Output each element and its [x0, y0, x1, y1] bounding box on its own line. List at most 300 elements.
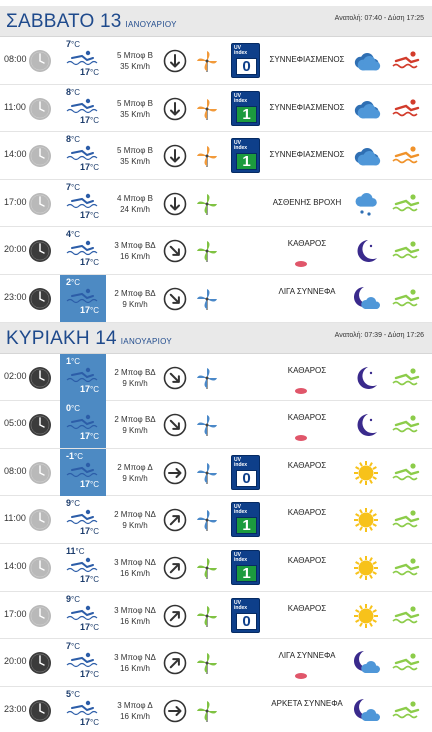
wind-force: 2 Μποφ Δ — [117, 462, 153, 472]
day-month: ΙΑΝΟΥΑΡΙΟΥ — [120, 336, 173, 346]
wind-info — [110, 700, 160, 722]
weather-condition: ΚΑΘΑΡΟΣ — [287, 556, 327, 565]
uv-index-value: 1 — [236, 517, 257, 534]
swim-wave-icon — [66, 413, 100, 431]
air-temperature-unit: °C — [71, 404, 80, 414]
air-temperature-unit: °C — [74, 451, 83, 461]
clock-icon — [28, 366, 52, 390]
time-label: 23:00 — [4, 292, 27, 302]
temperature-cell — [60, 592, 106, 639]
sea-temperature-unit: °C — [90, 622, 99, 632]
sea-temperature-value: 17 — [80, 621, 91, 632]
cloudy-icon — [350, 47, 382, 75]
uv-index-badge — [231, 502, 260, 537]
sea-temperature — [80, 526, 99, 536]
temperature-cell — [60, 687, 106, 732]
small-cloud-icon — [294, 254, 308, 261]
air-temperature-unit: °C — [71, 87, 80, 97]
uv-index-badge — [231, 455, 260, 490]
sea-temperature-unit: °C — [90, 527, 99, 537]
sea-temperature — [80, 115, 99, 125]
sea-temperature — [80, 479, 99, 489]
forecast-row[interactable] — [0, 449, 432, 497]
sea-temperature-value: 17 — [80, 305, 91, 315]
wind-force: 2 Μποφ ΒΔ — [114, 367, 156, 377]
forecast-row[interactable] — [0, 85, 432, 133]
wind-speed: 16 Km/h — [120, 711, 150, 721]
air-temperature — [66, 641, 80, 651]
air-temperature-unit: °C — [71, 230, 80, 240]
sea-temperature-unit: °C — [90, 479, 99, 489]
sea-temperature-unit: °C — [90, 575, 99, 584]
air-temperature-unit: °C — [71, 642, 80, 652]
forecast-row[interactable] — [0, 275, 432, 323]
uv-index-badge — [231, 91, 260, 126]
uv-label: UV index — [234, 552, 248, 563]
temperature-cell — [60, 37, 106, 84]
weather-condition: ΣΥΝΝΕΦΙΑΣΜΕΝΟΣ — [269, 102, 345, 112]
forecast-row[interactable] — [0, 544, 432, 592]
sea-temperature — [80, 431, 99, 441]
clock-icon — [28, 239, 52, 263]
wind-info — [110, 240, 160, 262]
air-temperature — [66, 277, 80, 287]
sea-temperature — [80, 305, 99, 315]
wind-direction-arrow-icon — [163, 604, 187, 628]
moon-cloud-icon — [350, 285, 382, 313]
weather-condition: ΚΑΘΑΡΟΣ — [287, 460, 327, 470]
temperature-cell — [60, 85, 106, 132]
time-label: 11:00 — [4, 513, 26, 524]
sea-temperature — [80, 622, 99, 632]
wind-pinwheel-icon — [195, 699, 219, 723]
air-temperature-value: 9 — [66, 498, 72, 509]
wind-direction-arrow-icon — [163, 49, 187, 73]
swim-wave-icon — [66, 461, 100, 479]
swim-wave-icon — [66, 239, 100, 257]
sunrise-sunset: Ανατολή: 07:40 - Δύση 17:25 — [334, 15, 424, 22]
wind-pinwheel-icon — [195, 192, 219, 216]
wind-info — [110, 462, 160, 484]
clock-icon — [28, 699, 52, 723]
air-temperature-value: 7 — [66, 641, 72, 652]
forecast-row[interactable] — [0, 639, 432, 687]
swim-wave-icon — [66, 144, 100, 162]
air-temperature-value: 7 — [66, 39, 72, 49]
clock-icon — [28, 144, 52, 168]
cloudy-icon — [350, 95, 382, 123]
wind-info — [110, 193, 160, 215]
clock-icon — [28, 461, 52, 485]
sea-temperature-unit: °C — [90, 432, 99, 442]
wind-force: 2 Μποφ ΒΔ — [114, 415, 156, 425]
wind-force: 5 Μποφ Β — [117, 146, 153, 156]
air-temperature-value: 1 — [66, 355, 72, 366]
uv-index-value: 1 — [236, 106, 257, 123]
wind-force: 5 Μποφ Β — [117, 51, 153, 60]
wind-info — [110, 652, 160, 674]
swimmer-icon — [392, 699, 422, 721]
moon-cloud-icon — [350, 649, 382, 677]
small-cloud-icon — [294, 666, 308, 673]
clock-icon — [28, 97, 52, 121]
forecast-row[interactable] — [0, 687, 432, 732]
sea-temperature — [80, 162, 99, 172]
wind-direction-arrow-icon — [163, 144, 187, 168]
weather-condition: ΑΡΚΕΤΑ ΣΥΝΝΕΦΑ — [271, 698, 343, 708]
time-label: 23:00 — [4, 703, 27, 714]
forecast-row[interactable] — [0, 401, 432, 449]
air-temperature-unit: °C — [71, 689, 80, 699]
swim-wave-icon — [66, 556, 100, 574]
sea-temperature-unit: °C — [90, 115, 99, 125]
time-label: 11:00 — [4, 101, 26, 112]
temperature-cell — [60, 401, 106, 448]
day-header — [0, 6, 432, 37]
air-temperature-unit: °C — [71, 135, 80, 145]
day-title — [6, 11, 177, 33]
wind-speed: 24 Km/h — [120, 204, 150, 214]
wind-force: 3 Μποφ ΒΔ — [114, 241, 156, 251]
uv-label: UV index — [234, 92, 248, 104]
wind-pinwheel-icon — [195, 366, 219, 390]
wind-info — [110, 605, 160, 627]
swimmer-icon — [392, 287, 422, 309]
sea-temperature-unit: °C — [90, 670, 99, 680]
wind-speed: 35 Km/h — [120, 109, 150, 119]
day-title — [6, 328, 172, 350]
day-name: ΚΥΡΙΑΚΗ 14 — [6, 327, 117, 349]
temperature-cell — [60, 544, 106, 591]
wind-info — [110, 509, 160, 531]
wind-pinwheel-icon — [195, 461, 219, 485]
sun-icon — [350, 506, 382, 534]
wind-info — [110, 98, 160, 120]
swimmer-icon — [392, 97, 422, 119]
sea-temperature — [80, 257, 99, 267]
forecast-row[interactable] — [0, 180, 432, 228]
air-temperature-value: 11 — [66, 546, 76, 556]
wind-speed: 16 Km/h — [120, 664, 150, 674]
wind-direction-arrow-icon — [163, 651, 187, 675]
wind-speed: 16 Km/h — [120, 569, 150, 578]
air-temperature-value: 9 — [66, 593, 72, 604]
uv-index-badge — [231, 43, 260, 78]
forecast-row[interactable] — [0, 354, 432, 402]
weather-condition: ΚΑΘΑΡΟΣ — [287, 508, 327, 518]
sea-temperature — [80, 717, 99, 727]
time-label: 14:00 — [4, 561, 27, 571]
air-temperature-value: 8 — [66, 134, 72, 145]
sea-temperature-value: 17 — [80, 383, 91, 394]
sea-temperature-unit: °C — [90, 163, 99, 173]
air-temperature — [66, 134, 80, 144]
uv-label: UV index — [234, 599, 248, 611]
air-temperature — [66, 451, 83, 461]
temperature-cell — [60, 275, 106, 322]
moon-icon — [350, 364, 382, 392]
air-temperature — [66, 182, 80, 192]
sea-temperature-value: 17 — [80, 526, 91, 537]
air-temperature — [66, 356, 80, 366]
forecast-row[interactable] — [0, 227, 432, 275]
wind-pinwheel-icon — [195, 651, 219, 675]
air-temperature-unit: °C — [71, 40, 80, 49]
swimmer-icon — [392, 239, 422, 261]
sea-temperature — [80, 574, 99, 584]
air-temperature-value: 8 — [66, 86, 72, 97]
day-name: ΣΑΒΒΑΤΟ 13 — [6, 11, 122, 32]
sea-temperature-value: 17 — [80, 67, 91, 77]
weather-condition: ΣΥΝΝΕΦΙΑΣΜΕΝΟΣ — [269, 150, 345, 160]
swim-wave-icon — [66, 651, 100, 669]
small-cloud-icon — [294, 428, 308, 435]
time-label: 20:00 — [4, 244, 27, 255]
swimmer-icon — [392, 461, 422, 483]
wind-direction-arrow-icon — [163, 461, 187, 485]
clock-icon — [28, 508, 52, 532]
air-temperature — [66, 39, 80, 49]
wind-force: 3 Μποφ ΝΔ — [114, 605, 156, 615]
wind-info — [110, 367, 160, 389]
swim-wave-icon — [66, 192, 100, 210]
air-temperature-unit: °C — [71, 182, 80, 192]
air-temperature — [66, 689, 80, 699]
time-label: 08:00 — [4, 54, 27, 64]
uv-label: UV index — [234, 504, 248, 516]
wind-speed: 35 Km/h — [120, 157, 150, 167]
air-temperature-value: 2 — [66, 277, 72, 287]
weather-condition: ΛΙΓΑ ΣΥΝΝΕΦΑ — [278, 287, 336, 296]
wind-force: 3 Μποφ ΝΔ — [114, 653, 156, 663]
wind-speed: 35 Km/h — [120, 62, 150, 71]
moon-icon — [350, 237, 382, 265]
wind-pinwheel-icon — [195, 97, 219, 121]
uv-index-badge — [231, 550, 260, 585]
wind-force: 3 Μποφ ΝΔ — [114, 558, 156, 567]
wind-force: 2 Μποφ ΝΔ — [114, 510, 156, 520]
wind-force: 5 Μποφ Β — [117, 98, 153, 108]
swimmer-icon — [392, 192, 422, 214]
swim-wave-icon — [66, 49, 100, 67]
weather-condition: ΑΣΘΕΝΗΣ ΒΡΟΧΗ — [272, 197, 342, 207]
wind-pinwheel-icon — [195, 413, 219, 437]
air-temperature-unit: °C — [71, 278, 80, 287]
air-temperature — [66, 87, 80, 97]
swimmer-icon — [392, 508, 422, 530]
sea-temperature — [80, 669, 99, 679]
wind-pinwheel-icon — [195, 144, 219, 168]
sea-temperature-value: 17 — [80, 716, 91, 727]
wind-direction-arrow-icon — [163, 192, 187, 216]
swimmer-icon — [392, 49, 422, 71]
wind-speed: 9 Km/h — [122, 300, 148, 309]
air-temperature — [66, 546, 85, 556]
sea-temperature-unit: °C — [90, 384, 99, 394]
air-temperature-unit: °C — [75, 547, 85, 556]
air-temperature-value: 5 — [66, 688, 72, 699]
temperature-cell — [60, 227, 106, 274]
day-header — [0, 323, 432, 354]
wind-direction-arrow-icon — [163, 239, 187, 263]
air-temperature — [66, 229, 80, 239]
clock-icon — [28, 556, 52, 580]
wind-direction-arrow-icon — [163, 97, 187, 121]
wind-pinwheel-icon — [195, 556, 219, 580]
weather-condition: ΚΑΘΑΡΟΣ — [287, 603, 327, 613]
wind-force: 2 Μποφ ΒΔ — [114, 289, 156, 298]
temperature-cell — [60, 496, 106, 543]
uv-index-value: 0 — [236, 470, 257, 487]
sea-temperature-unit: °C — [90, 306, 99, 315]
light-rain-icon — [350, 190, 382, 218]
wind-speed: 9 Km/h — [122, 426, 148, 436]
wind-pinwheel-icon — [195, 49, 219, 73]
wind-speed: 9 Km/h — [122, 521, 148, 531]
sea-temperature-value: 17 — [80, 209, 91, 220]
clock-icon — [28, 651, 52, 675]
sea-temperature — [80, 210, 99, 220]
sea-temperature-unit: °C — [90, 258, 99, 268]
time-label: 14:00 — [4, 149, 27, 160]
temperature-cell — [60, 180, 106, 227]
swimmer-icon — [392, 366, 422, 388]
wind-pinwheel-icon — [195, 239, 219, 263]
weather-condition: ΚΑΘΑΡΟΣ — [287, 365, 327, 375]
swimmer-icon — [392, 556, 422, 578]
wind-pinwheel-icon — [195, 604, 219, 628]
air-temperature-unit: °C — [71, 499, 80, 509]
sea-temperature — [80, 67, 99, 77]
wind-info — [110, 557, 160, 579]
sea-temperature-value: 17 — [80, 162, 91, 173]
sea-temperature-value: 17 — [80, 431, 91, 442]
forecast-row[interactable] — [0, 496, 432, 544]
uv-index-badge — [231, 598, 260, 633]
moon-cloud-icon — [350, 697, 382, 725]
wind-pinwheel-icon — [195, 287, 219, 311]
swimmer-icon — [392, 144, 422, 166]
swim-wave-icon — [66, 97, 100, 115]
swim-wave-icon — [66, 287, 100, 305]
swimmer-icon — [392, 604, 422, 626]
small-cloud-icon — [294, 381, 308, 388]
sun-icon — [350, 459, 382, 487]
temperature-cell — [60, 354, 106, 401]
sunrise-sunset: Ανατολή: 07:39 - Δύση 17:26 — [334, 331, 424, 339]
temperature-cell — [60, 639, 106, 686]
wind-direction-arrow-icon — [163, 287, 187, 311]
sea-temperature-unit: °C — [90, 717, 99, 727]
uv-label: UV index — [234, 456, 248, 468]
wind-direction-arrow-icon — [163, 366, 187, 390]
air-temperature — [66, 594, 80, 604]
air-temperature — [66, 498, 80, 508]
clock-icon — [28, 192, 52, 216]
swim-wave-icon — [66, 366, 100, 384]
weather-condition: ΛΙΓΑ ΣΥΝΝΕΦΑ — [278, 651, 336, 661]
weather-condition: ΣΥΝΝΕΦΙΑΣΜΕΝΟΣ — [269, 55, 345, 64]
swim-wave-icon — [66, 508, 100, 526]
forecast-row[interactable] — [0, 37, 432, 85]
air-temperature-value: 7 — [66, 181, 72, 192]
wind-force: 3 Μποφ Δ — [117, 700, 153, 710]
weather-condition: ΚΑΘΑΡΟΣ — [287, 413, 327, 423]
air-temperature-unit: °C — [71, 356, 80, 366]
weather-condition: ΚΑΘΑΡΟΣ — [287, 239, 327, 249]
time-label: 08:00 — [4, 465, 27, 476]
uv-index-value: 1 — [236, 153, 257, 170]
sea-temperature-unit: °C — [90, 210, 99, 220]
time-label: 17:00 — [4, 196, 27, 207]
swimmer-icon — [392, 413, 422, 435]
wind-speed: 16 Km/h — [120, 252, 150, 262]
sea-temperature-value: 17 — [80, 114, 91, 125]
temperature-cell — [60, 132, 106, 179]
wind-pinwheel-icon — [195, 508, 219, 532]
uv-index-value: 1 — [236, 565, 257, 582]
wind-info — [110, 288, 160, 310]
wind-direction-arrow-icon — [163, 699, 187, 723]
forecast-row[interactable] — [0, 592, 432, 640]
wind-direction-arrow-icon — [163, 508, 187, 532]
cloudy-icon — [350, 142, 382, 170]
clock-icon — [28, 49, 52, 73]
wind-speed: 16 Km/h — [120, 616, 150, 626]
sun-icon — [350, 602, 382, 630]
day-month: ΙΑΝΟΥΑΡΙΟΥ — [125, 20, 177, 29]
swim-wave-icon — [66, 604, 100, 622]
wind-info — [110, 50, 160, 72]
wind-speed: 9 Km/h — [122, 473, 148, 483]
uv-label: UV index — [234, 140, 248, 152]
time-label: 20:00 — [4, 656, 27, 667]
wind-direction-arrow-icon — [163, 556, 187, 580]
air-temperature-value: 4 — [66, 229, 72, 240]
uv-index-value: 0 — [236, 613, 257, 630]
uv-index-badge — [231, 138, 260, 173]
sea-temperature — [80, 384, 99, 394]
sea-temperature-value: 17 — [80, 669, 91, 680]
clock-icon — [28, 413, 52, 437]
clock-icon — [28, 604, 52, 628]
air-temperature-value: -1 — [66, 450, 75, 461]
time-label: 17:00 — [4, 608, 27, 619]
sea-temperature-value: 17 — [80, 478, 91, 489]
sun-icon — [350, 554, 382, 582]
forecast-row[interactable] — [0, 132, 432, 180]
uv-label: UV index — [234, 45, 248, 56]
time-label: 02:00 — [4, 370, 27, 381]
swimmer-icon — [392, 651, 422, 673]
wind-info — [110, 145, 160, 167]
moon-icon — [350, 411, 382, 439]
uv-index-value: 0 — [236, 58, 257, 75]
wind-force: 4 Μποφ Β — [117, 193, 153, 203]
wind-info — [110, 414, 160, 436]
time-label: 05:00 — [4, 418, 27, 429]
swim-wave-icon — [66, 699, 100, 717]
air-temperature-unit: °C — [71, 594, 80, 604]
sea-temperature-value: 17 — [80, 574, 91, 584]
air-temperature-value: 0 — [66, 403, 72, 414]
sea-temperature-unit: °C — [90, 68, 99, 77]
wind-speed: 9 Km/h — [122, 378, 148, 388]
temperature-cell — [60, 449, 106, 496]
clock-icon — [28, 287, 52, 311]
wind-direction-arrow-icon — [163, 413, 187, 437]
sea-temperature-value: 17 — [80, 257, 91, 268]
